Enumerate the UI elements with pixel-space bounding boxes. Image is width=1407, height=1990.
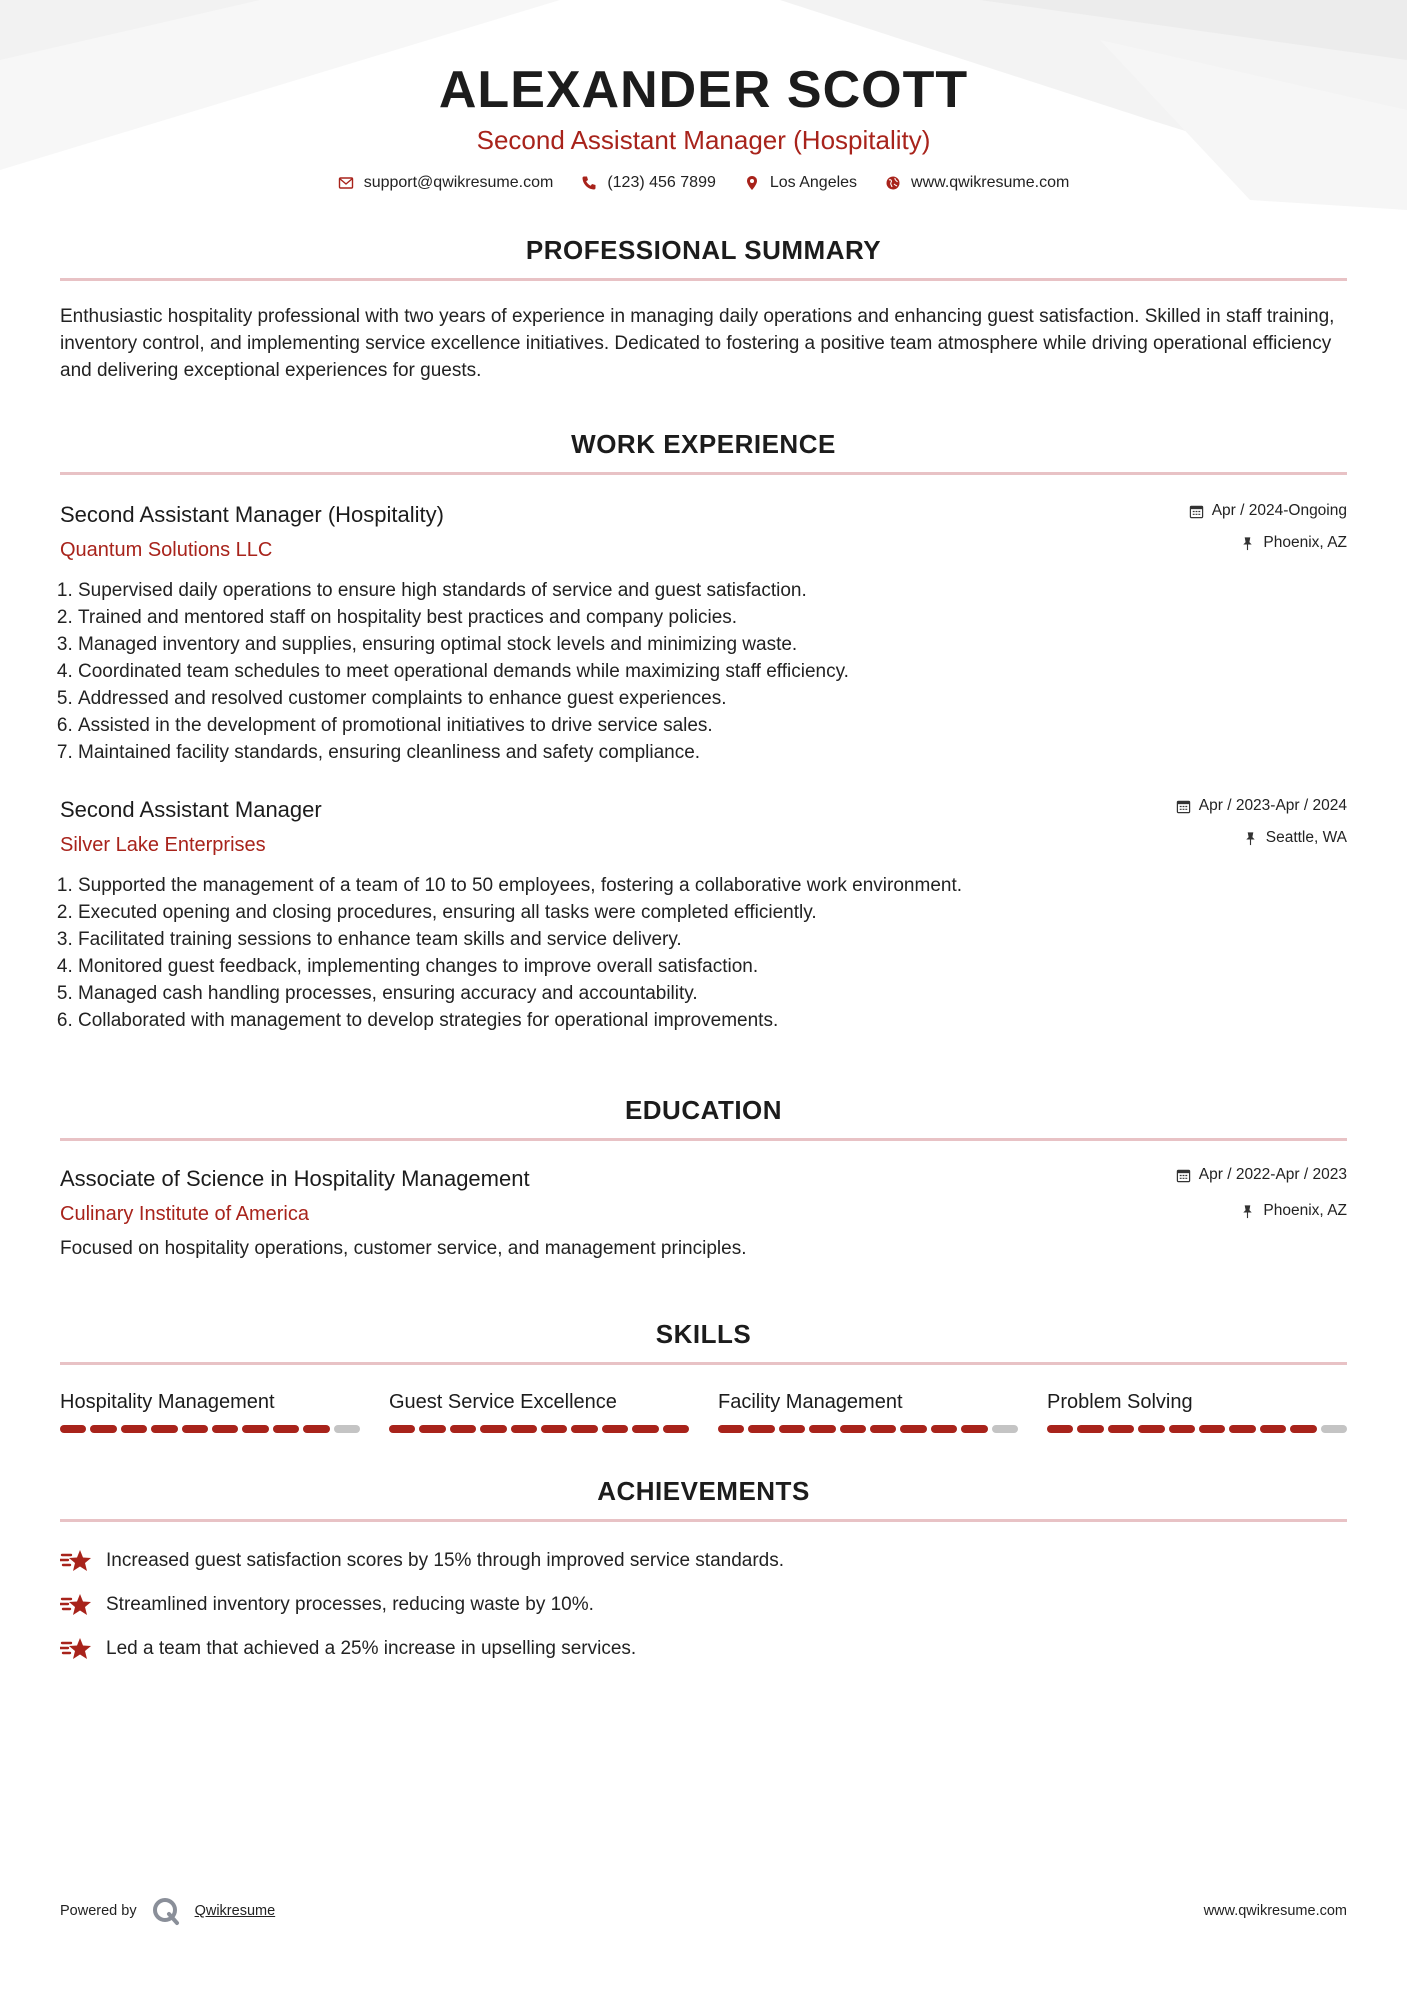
skill-segment-filled <box>1290 1425 1316 1433</box>
page-footer <box>60 1896 1347 1926</box>
work-experience-section <box>60 428 1347 1034</box>
resume-header <box>60 0 1347 192</box>
education-dates: Apr / 2022-Apr / 2023 <box>1198 1166 1347 1183</box>
contact-website-text: www.qwikresume.com <box>911 174 1070 191</box>
skill-segment-filled <box>1229 1425 1255 1433</box>
list-item: 3. Managed inventory and supplies, ensuring optimal stock levels and minimizing waste. <box>78 631 1347 658</box>
skill-segment-filled <box>632 1425 658 1433</box>
contact-email[interactable] <box>338 174 554 192</box>
section-divider <box>60 472 1347 475</box>
achievement-text: Increased guest satisfaction scores by 15% through improved service standards. <box>106 1550 785 1571</box>
skill-segment-filled <box>961 1425 987 1433</box>
job-company: Silver Lake Enterprises <box>60 834 266 856</box>
job-bullets <box>60 872 1347 1034</box>
skill-segment-empty <box>992 1425 1018 1433</box>
calendar-icon <box>1176 1168 1191 1183</box>
envelope-icon <box>338 175 354 191</box>
section-divider <box>60 1138 1347 1141</box>
list-item: 1. Supervised daily operations to ensure high standards of service and guest satisfaction. <box>78 577 1347 604</box>
skill-segment-filled <box>121 1425 147 1433</box>
skills-list <box>60 1389 1347 1433</box>
skill-segment-filled <box>870 1425 896 1433</box>
skill-segment-filled <box>663 1425 689 1433</box>
skill-segment-empty <box>334 1425 360 1433</box>
skill-level-bar <box>389 1425 689 1433</box>
map-pin-icon <box>744 175 760 191</box>
skill-segment-filled <box>900 1425 926 1433</box>
achievement-text: Led a team that achieved a 25% increase in upselling services. <box>106 1638 637 1659</box>
contact-phone[interactable] <box>581 174 716 192</box>
skill-item <box>1047 1389 1347 1433</box>
skill-segment-filled <box>779 1425 805 1433</box>
skill-name: Problem Solving <box>1047 1391 1193 1413</box>
skill-segment-filled <box>602 1425 628 1433</box>
skill-segment-filled <box>1260 1425 1286 1433</box>
job-location: Phoenix, AZ <box>1263 534 1347 551</box>
section-heading-work: WORK EXPERIENCE <box>571 429 836 459</box>
footer-website[interactable]: www.qwikresume.com <box>1203 1903 1347 1919</box>
skill-segment-filled <box>480 1425 506 1433</box>
globe-icon <box>885 175 901 191</box>
contact-bar <box>60 174 1347 192</box>
job-company: Quantum Solutions LLC <box>60 539 273 561</box>
list-item: 2. Executed opening and closing procedures, ensuring all tasks were completed efficiently. <box>78 899 1347 926</box>
shooting-star-icon <box>60 1547 92 1575</box>
skill-name: Facility Management <box>718 1391 903 1413</box>
powered-by-label: Powered by <box>60 1903 137 1919</box>
skill-segment-empty <box>1321 1425 1347 1433</box>
skill-segment-filled <box>1047 1425 1073 1433</box>
skills-section <box>60 1318 1347 1433</box>
education-school: Culinary Institute of America <box>60 1203 309 1225</box>
job-dates: Apr / 2024-Ongoing <box>1211 502 1347 519</box>
skill-name: Guest Service Excellence <box>389 1391 617 1413</box>
brand-link[interactable]: Qwikresume <box>194 1903 276 1919</box>
skill-segment-filled <box>303 1425 329 1433</box>
education-description: Focused on hospitality operations, customer service, and management principles. <box>60 1238 747 1259</box>
skill-segment-filled <box>840 1425 866 1433</box>
candidate-name: ALEXANDER SCOTT <box>438 61 969 119</box>
list-item <box>60 1544 1347 1578</box>
skill-segment-filled <box>151 1425 177 1433</box>
qwikresume-logo-icon <box>151 1896 181 1926</box>
job-entry-1 <box>60 501 1347 766</box>
job-role: Second Assistant Manager (Hospitality) <box>60 502 444 527</box>
skill-item <box>389 1389 689 1433</box>
section-divider <box>60 1519 1347 1522</box>
job-role: Second Assistant Manager <box>60 797 322 822</box>
skill-segment-filled <box>419 1425 445 1433</box>
contact-phone-text: (123) 456 7899 <box>607 174 716 191</box>
contact-location <box>744 174 857 192</box>
achievements-section <box>60 1475 1347 1666</box>
shooting-star-icon <box>60 1591 92 1619</box>
skill-segment-filled <box>1108 1425 1134 1433</box>
section-divider <box>60 278 1347 281</box>
skill-segment-filled <box>1077 1425 1103 1433</box>
calendar-icon <box>1176 799 1191 814</box>
skill-segment-filled <box>1138 1425 1164 1433</box>
skill-segment-filled <box>748 1425 774 1433</box>
contact-location-text: Los Angeles <box>769 174 858 191</box>
skill-segment-filled <box>931 1425 957 1433</box>
skill-segment-filled <box>571 1425 597 1433</box>
list-item: 4. Coordinated team schedules to meet operational demands while maximizing staff efficiency. <box>78 658 1347 685</box>
skill-name: Hospitality Management <box>60 1391 275 1413</box>
list-item: 5. Managed cash handling processes, ensuring accuracy and accountability. <box>78 980 1347 1007</box>
skill-segment-filled <box>809 1425 835 1433</box>
section-divider <box>60 1362 1347 1365</box>
skill-segment-filled <box>90 1425 116 1433</box>
job-entry-2 <box>60 796 1347 1034</box>
list-item: 7. Maintained facility standards, ensuring cleanliness and safety compliance. <box>78 739 1347 766</box>
skill-segment-filled <box>212 1425 238 1433</box>
achievements-list <box>60 1544 1347 1666</box>
list-item: 5. Addressed and resolved customer complaints to enhance guest experiences. <box>78 685 1347 712</box>
section-heading-summary: PROFESSIONAL SUMMARY <box>525 235 882 265</box>
calendar-icon <box>1189 504 1204 519</box>
pushpin-icon <box>1240 1204 1255 1219</box>
list-item: 3. Facilitated training sessions to enhance team skills and service delivery. <box>78 926 1347 953</box>
contact-email-text: support@qwikresume.com <box>363 174 554 191</box>
skill-level-bar <box>60 1425 360 1433</box>
shooting-star-icon <box>60 1635 92 1663</box>
skill-segment-filled <box>1169 1425 1195 1433</box>
skill-segment-filled <box>242 1425 268 1433</box>
summary-text: Enthusiastic hospitality professional with two years of experience in managing daily operations and enhancing guest satisfaction. Skilled in staff training, inventory control, and implementing service excellence initiatives. Dedicated to fostering a positive team atmosphere while driving operational efficiency and delivering exceptional experiences for guests. <box>60 306 1335 381</box>
achievement-text: Streamlined inventory processes, reducing waste by 10%. <box>106 1594 594 1615</box>
skill-level-bar <box>718 1425 1018 1433</box>
skill-segment-filled <box>273 1425 299 1433</box>
education-degree: Associate of Science in Hospitality Management <box>60 1166 530 1191</box>
list-item: 6. Assisted in the development of promotional initiatives to drive service sales. <box>78 712 1347 739</box>
skill-segment-filled <box>450 1425 476 1433</box>
skill-level-bar <box>1047 1425 1347 1433</box>
job-dates: Apr / 2023-Apr / 2024 <box>1198 797 1347 814</box>
candidate-title: Second Assistant Manager (Hospitality) <box>476 125 931 155</box>
skill-item <box>60 1389 360 1433</box>
list-item: 4. Monitored guest feedback, implementing changes to improve overall satisfaction. <box>78 953 1347 980</box>
section-heading-achievements: ACHIEVEMENTS <box>597 1476 810 1506</box>
education-entry <box>60 1165 1347 1262</box>
pushpin-icon <box>1240 536 1255 551</box>
education-location: Phoenix, AZ <box>1263 1202 1347 1219</box>
pushpin-icon <box>1243 831 1258 846</box>
skill-segment-filled <box>1199 1425 1225 1433</box>
professional-summary-section <box>60 234 1347 384</box>
skill-segment-filled <box>718 1425 744 1433</box>
powered-by <box>60 1896 275 1926</box>
skill-segment-filled <box>541 1425 567 1433</box>
job-location: Seattle, WA <box>1265 829 1347 846</box>
list-item <box>60 1632 1347 1666</box>
skill-segment-filled <box>182 1425 208 1433</box>
list-item <box>60 1588 1347 1622</box>
section-heading-education: EDUCATION <box>624 1095 783 1125</box>
skill-segment-filled <box>60 1425 86 1433</box>
skill-item <box>718 1389 1018 1433</box>
skill-segment-filled <box>511 1425 537 1433</box>
section-heading-skills: SKILLS <box>655 1319 752 1349</box>
list-item: 6. Collaborated with management to develop strategies for operational improvements. <box>78 1007 1347 1034</box>
contact-website[interactable] <box>885 174 1069 192</box>
job-bullets <box>60 577 1347 766</box>
skill-segment-filled <box>389 1425 415 1433</box>
phone-icon <box>581 175 597 191</box>
list-item: 1. Supported the management of a team of 10 to 50 employees, fostering a collaborative work environment. <box>78 872 1347 899</box>
list-item: 2. Trained and mentored staff on hospitality best practices and company policies. <box>78 604 1347 631</box>
education-section <box>60 1094 1347 1262</box>
